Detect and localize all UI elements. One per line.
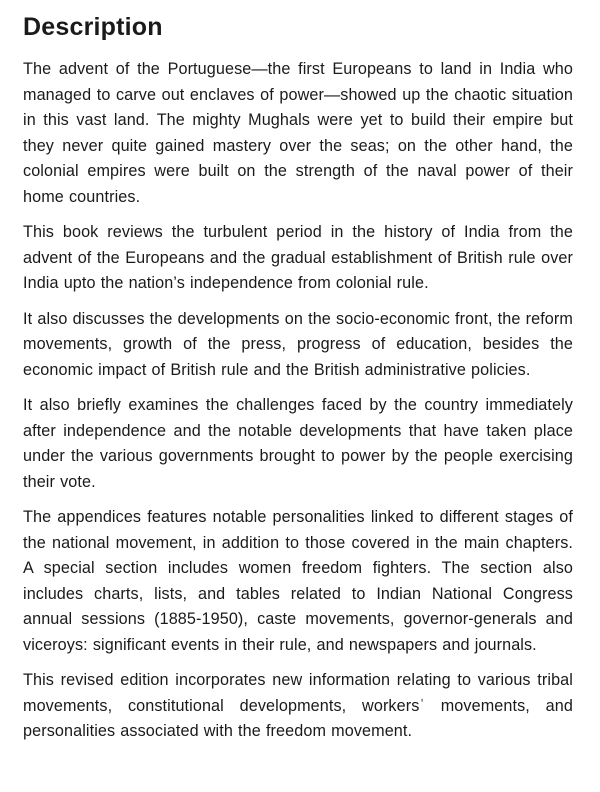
page-title: Description bbox=[23, 13, 163, 41]
paragraph-appendices: The appendices features notable personalities linked to different stages of the national movement, in addition to those covered in the main chapters. A special section includes women freedom fighters. The section also includes charts, lists, and tables related to Indian National Congress annual sessions (1885-1950), caste movements, governor-generals and viceroys: significant events in their rule, and newspapers and journals. bbox=[23, 508, 573, 654]
paragraph-revised-edition: This revised edition incorporates new information relating to various tribal movements, constitutional developments, workersˈ movements, and personalities associated with the freedom movement. bbox=[23, 671, 573, 740]
paragraph-socio-economic: It also discusses the developments on the socio-economic front, the reform movements, growth of the press, progress of education, besides the economic impact of British rule and the British administrative policies. bbox=[23, 309, 573, 379]
paragraph-book-review: This book reviews the turbulent period in the history of India from the advent of the Europeans and the gradual establishment of British rule over India upto the nation’s independence from colonial rule. bbox=[23, 223, 573, 292]
paragraph-post-independence: It also briefly examines the challenges faced by the country immediately after independence and the notable developments that have taken place under the various governments brought to power by the people exercising their vote. bbox=[23, 396, 573, 491]
paragraph-intro: The advent of the Portuguese—the first Europeans to land in India who managed to carve out enclaves of power—showed up the chaotic situation in this vast land. The mighty Mughals were yet to build their empire but they never quite gained mastery over the seas; on the other hand, the colonial empires were built on the strength of the naval power of their home countries. bbox=[23, 60, 573, 206]
description-page bbox=[23, 10, 573, 755]
